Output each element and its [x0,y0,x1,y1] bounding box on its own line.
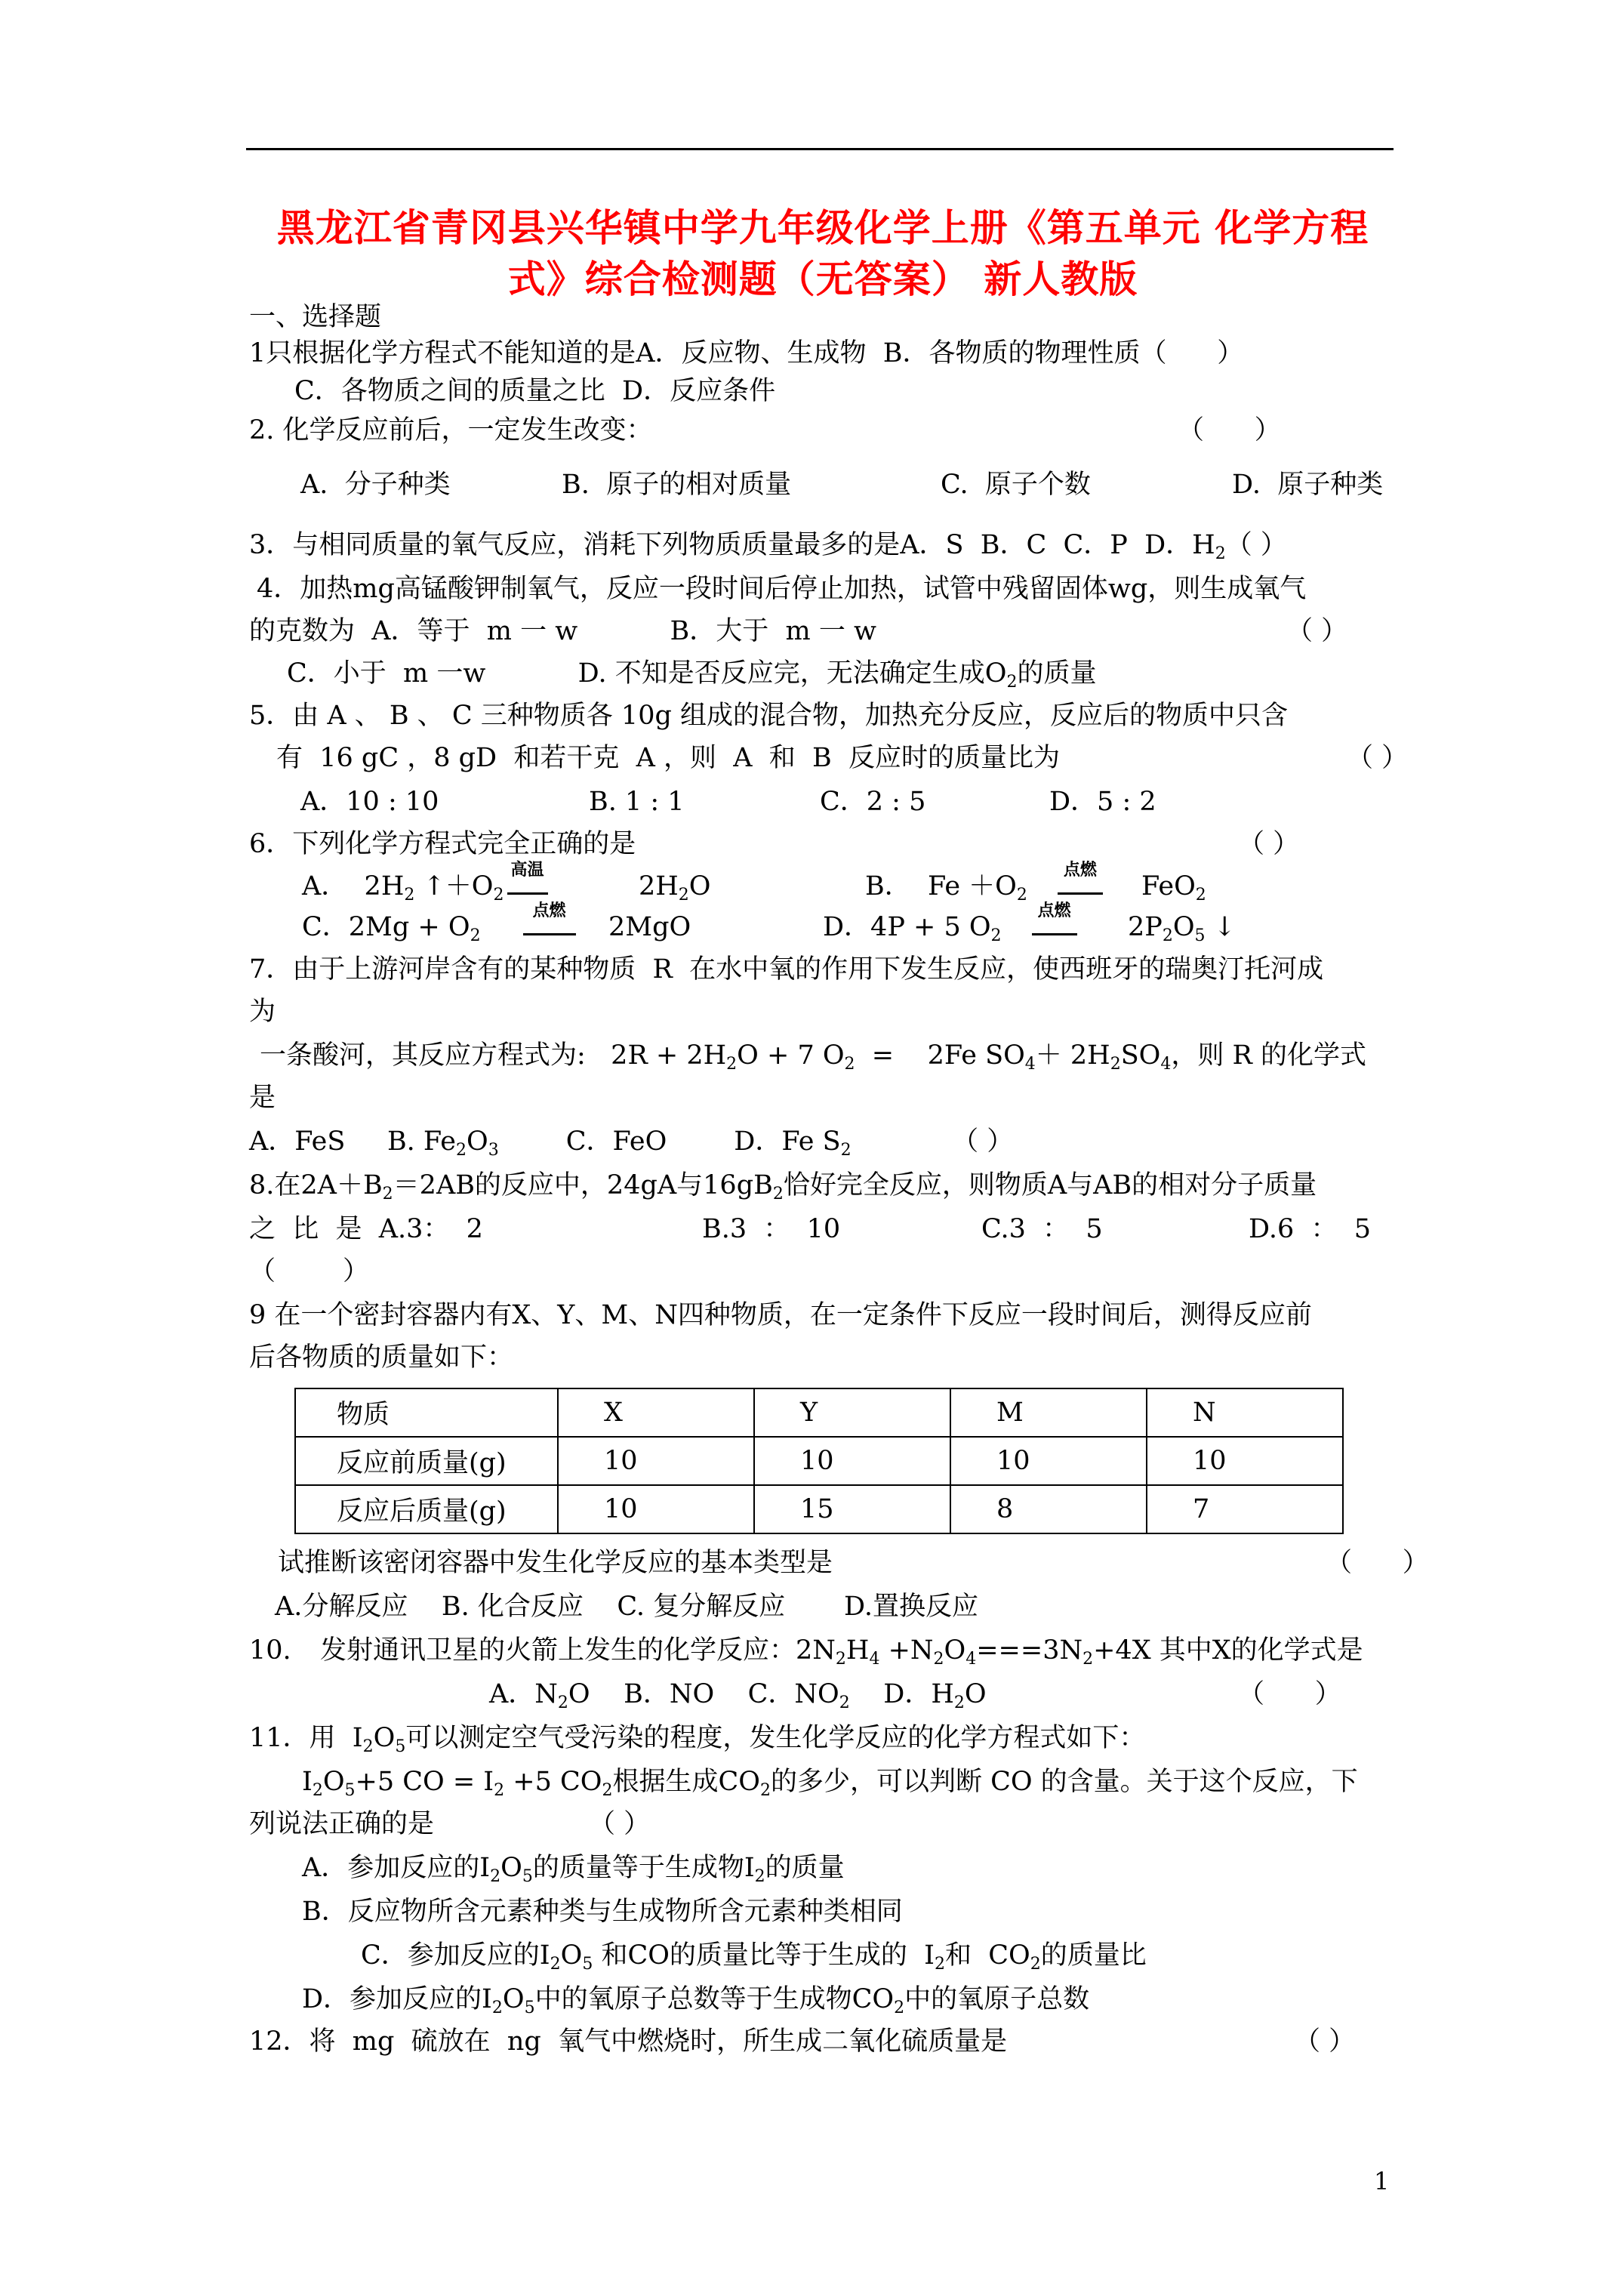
table-row [295,1437,1343,1485]
q11-c-sub3: 2 [935,1955,945,1974]
q6-b-product-text: FeO [1141,871,1196,901]
q10-part: O [944,1635,966,1666]
q3-text: 3．与相同质量的氧气反应，消耗下列物质质量最多的是A．S B．C C．P D．H [249,530,1215,560]
q7-eq-sub3: 4 [1024,1055,1036,1074]
q10-sub2: 2 [933,1650,944,1669]
q11-sub2: 5 [395,1737,406,1756]
q6-d-product [1128,911,1236,944]
q10-part: ===3N [976,1635,1083,1666]
q6-c-arrow [523,901,576,935]
q10-sub0: 2 [835,1650,846,1669]
q7-line-2: 为 [249,997,276,1027]
q1-options: C．各物质之间的质量之比 D．反应条件 [294,376,776,406]
q6-a-product-sub: 2 [678,886,689,905]
q5-option-b: B. 1 : 1 [589,787,685,817]
table-cell: N [1147,1388,1343,1437]
q6-a-arrow [507,860,548,895]
q5-answer-blank: （ ） [1347,743,1409,773]
q11-option-b: B．反应物所含元素种类与生成物所含元素种类相同 [302,1897,903,1927]
q6-d-arrow [1032,901,1077,935]
table-cell: 10 [1147,1437,1343,1485]
q10-answer-blank: （ ） [1238,1679,1341,1709]
q11-eq-b: O [322,1767,345,1797]
q1-stem: 1只根据化学方程式不能知道的是A．反应物、生成物 B．各物质的物理性质（ ） [249,338,1244,368]
table-cell: 7 [1147,1485,1343,1533]
q10-text: 发射通讯卫星的火箭上发生的化学反应：2N [320,1635,836,1666]
q10-opt-sub1: 2 [557,1693,568,1712]
q5-option-c: C．2 : 5 [820,787,926,817]
section-heading: 一、选择题 [249,302,382,332]
q10-options [489,1678,987,1711]
q6-d-condition: 点燃 [1037,901,1071,920]
q8-text-c: 恰好完全反应，则物质A与AB的相对分子质量 [783,1170,1317,1200]
q11-a-4: 的质量 [765,1853,845,1883]
table-cell: Y [754,1388,950,1437]
q7-opt-b: O [467,1126,488,1157]
q7-opt-sub3: 2 [840,1141,852,1160]
q10-part: H [845,1635,870,1666]
q7-opt-a: A．FeS B. Fe [249,1126,457,1157]
q3-sub: 2 [1215,544,1226,563]
q10-part: +4X 其中X的化学式是 [1093,1635,1363,1666]
q11-c-2: O [560,1940,583,1971]
q6-d-sub: 2 [990,926,1002,945]
q11-stem [249,1721,1145,1755]
q4-line-3-text: C．小于 m 一w D. 不知是否反应完，无法确定生成O [287,658,1007,689]
q6-b-product [1141,870,1206,903]
table-cell: X [558,1388,754,1437]
q6-d-product-p: 2P [1128,912,1163,942]
q11-eq-d: +5 CO [504,1767,602,1797]
q11-text-a: 11．用 I [249,1723,363,1753]
q5-line-1: 5．由 A 、 B 、 C 三种物质各 10g 组成的混合物，加热充分反应，反应后的物质中只含 [249,701,1288,731]
q11-d-sub1: 2 [491,1999,503,2017]
q6-b-condition: 点燃 [1063,860,1097,880]
q11-a-2: O [500,1853,522,1883]
q6-a-sub: 2 [404,886,415,905]
q7-opt-sub1: 2 [456,1141,467,1160]
q11-d-sub2: 5 [524,1999,535,2017]
q11-eq-sub1: 2 [312,1781,323,1800]
q8-text-a: 8.在2A＋B [249,1170,383,1200]
table-cell: 10 [754,1437,950,1485]
q5-option-a: A．10 : 10 [300,787,439,817]
table-cell: 10 [558,1437,754,1485]
q9-line-2: 后各物质的质量如下： [249,1342,514,1373]
q10-opt-d2: O [964,1679,987,1709]
q10-sub: 4 [965,1650,977,1669]
q6-option-c [302,901,576,945]
q5-line-2: 有 16 gC ，8 gD 和若干克 A ，则 A 和 B 反应时的质量比为 [276,743,1060,773]
q2-answer-blank: （ ） [1178,415,1281,445]
q10-opt-sub3: 2 [953,1693,965,1712]
q10-opt-sub2: 2 [839,1693,850,1712]
q11-eq-sub4: 2 [602,1781,613,1800]
q7-eq-sub5: 4 [1160,1055,1172,1074]
q8-option-b: B.3 ： 10 [702,1214,841,1244]
q11-a-1: A．参加反应的I [302,1853,491,1883]
table-header-row [295,1388,1343,1437]
q4-answer-blank: （ ） [1286,616,1348,646]
q8-line-2: 之 比 是 A.3： 2 [249,1214,483,1244]
q7-opt-sub2: 3 [488,1141,499,1160]
q11-d-1: D．参加反应的I [302,1984,492,2014]
q9-options: A.分解反应 B. 化合反应 C. 复分解反应 D.置换反应 [275,1592,978,1622]
q11-answer-blank: （ ） [589,1809,651,1839]
q6-c-product: 2MgO [608,912,691,942]
q7-eq-sub1: 2 [726,1055,738,1074]
table-cell: 15 [754,1485,950,1533]
q9-answer-blank: （ ） [1326,1548,1429,1578]
q11-eq-sub2: 5 [344,1781,356,1800]
q7-answer-blank: （ ） [851,1126,1014,1157]
q10-sub: 2 [1083,1650,1094,1669]
q11-sub1: 2 [362,1737,374,1756]
q11-a-3: 的质量等于生成物I [532,1853,755,1883]
q6-option-d [823,901,1077,945]
q2-option-b: B. 原子的相对质量 [562,470,792,500]
q6-d-product-sub: 2 [1162,926,1173,945]
q11-text-c: 可以测定空气受污染的程度，发生化学反应的化学方程式如下： [405,1723,1146,1753]
q11-c-1: C．参加反应的I [361,1940,550,1971]
table-row [295,1485,1343,1533]
q11-d-4: 中的氧原子总数 [904,1984,1090,2014]
q10-sub: 4 [869,1650,880,1669]
q7-eq-sub2: 2 [844,1055,855,1074]
q6-a-sub2: 2 [493,886,504,905]
q7-options [249,1125,1013,1158]
q11-a-sub1: 2 [490,1867,501,1886]
q10-part: +N [879,1635,934,1666]
q2-option-a: A. 分子种类 [300,470,451,500]
q7-eq-c: = 2Fe SO [855,1040,1025,1071]
q11-d-sub3: 2 [894,1999,905,2017]
q6-option-a [302,860,548,905]
q11-c-sub1: 2 [550,1955,561,1974]
q4-line-3-sub: 2 [1006,673,1018,692]
q6-c-sub: 2 [470,926,481,945]
table-cell: 物质 [295,1388,558,1437]
q7-line-4: 是 [249,1083,276,1113]
q7-line-1: 7．由于上游河岸含有的某种物质 R 在水中氧的作用下发生反应，使西班牙的瑞奥汀托河成 [249,954,1324,985]
q6-d-product-sub2: 5 [1194,926,1206,945]
q11-a-sub2: 5 [522,1867,533,1886]
table-cell: 8 [950,1485,1147,1533]
table-cell: 10 [558,1485,754,1533]
q6-b-label: B． Fe ＋O [865,871,1017,901]
q11-option-c [361,1939,1147,1972]
header-rule [246,148,1394,150]
q3-answer-blank: （ ） [1225,530,1287,560]
q11-eq-sub3: 2 [494,1781,505,1800]
q7-eq-a: 一条酸河，其反应方程式为: 2R + 2H [260,1040,727,1071]
q11-line-3: 列说法正确的是 [249,1809,435,1839]
q6-a-condition: 高温 [510,860,544,880]
q6-a-label: A． [302,871,348,901]
q4-line-3-tail: 的质量 [1017,658,1097,689]
q11-eq-f: 的多少，可以判断 CO 的含量。关于这个反应，下 [770,1767,1358,1797]
q2-stem: 2. 化学反应前后，一定发生改变： [249,415,653,445]
q6-d-product-o: O [1172,912,1195,942]
q11-c-sub4: 2 [1030,1955,1041,1974]
q11-c-sub2: 5 [582,1955,593,1974]
q6-a-mid: ↑＋O [414,871,494,901]
q11-c-3: 和CO的质量比等于生成的 I [593,1940,935,1971]
q10-opt-d: D．H [849,1679,954,1709]
q11-eq-a: I [302,1767,313,1797]
q3-stem [249,529,1287,562]
q12-answer-blank: （ ） [1294,2026,1356,2057]
q8-answer-blank: （ ） [249,1256,370,1287]
q6-d-label: D．4P + 5 O [823,912,991,942]
q8-line-1 [249,1169,1317,1202]
q11-d-3: 中的氧原子总数等于生成物CO [534,1984,895,2014]
q4-line-1: 4．加热mg高锰酸钾制氧气，反应一段时间后停止加热，试管中残留固体wg，则生成氧气 [257,574,1307,604]
q8-sub1: 2 [382,1185,393,1203]
mass-table [294,1388,1344,1534]
title-line-1: 黑龙江省青冈县兴华镇中学九年级化学上册《第五单元 化学方程 [276,205,1369,250]
q11-eq-sub5: 2 [759,1781,771,1800]
q11-eq-e: 根据生成CO [612,1767,760,1797]
q11-text-b: O [373,1723,396,1753]
q6-stem: 6．下列化学方程式完全正确的是 [249,829,636,859]
page-number: 1 [1374,2167,1390,2196]
q10-stem [320,1634,1363,1667]
q12-stem: 12．将 mg 硫放在 ng 氧气中燃烧时，所生成二氧化硫质量是 [249,2026,1008,2057]
q11-d-2: O [502,1984,525,2014]
q6-d-down-arrow: ↓ [1213,912,1236,942]
q6-b-arrow [1058,860,1103,895]
q6-a-left: 2H [364,871,405,901]
q6-c-label: C．2Mg + O [302,912,470,942]
q8-sub2: 2 [772,1185,784,1203]
q11-option-a [302,1851,845,1885]
table-cell: 10 [950,1437,1147,1485]
q7-eq-e: SO [1120,1040,1161,1071]
q10-opt-a: A．N [489,1679,558,1709]
q11-eq-c: +5 CO = I [355,1767,494,1797]
q10-number: 10. [249,1635,291,1666]
q4-line-2: 的克数为 A．等于 m 一 w B．大于 m 一 w [249,616,876,646]
q6-a-product-o: O [688,871,711,901]
q8-text-b: ＝2AB的反应中，24gA与16gB [393,1170,773,1200]
q11-equation [302,1765,1358,1798]
q8-option-c: C.3 ： 5 [981,1214,1103,1244]
q11-c-5: 的质量比 [1040,1940,1147,1971]
q7-eq-f: ，则 R 的化学式 [1171,1040,1366,1071]
q11-a-sub3: 2 [754,1867,765,1886]
q10-opt-bc: O B．NO C．NO [568,1679,839,1709]
q11-c-4: 和 CO [945,1940,1030,1971]
q2-option-d: D. 原子种类 [1232,470,1384,500]
q6-answer-blank: （ ） [1238,829,1300,859]
title-line-2: 式》综合检测题（无答案） 新人教版 [507,257,1138,301]
table-cell: 反应前质量(g) [295,1437,558,1485]
q6-b-product-sub: 2 [1195,886,1206,905]
table-cell: 反应后质量(g) [295,1485,558,1533]
q6-a-product-h: 2H [639,871,679,901]
q2-option-c: C. 原子个数 [941,470,1091,500]
table-cell: M [950,1388,1147,1437]
q9-line-1: 9 在一个密封容器内有X、Y、M、N四种物质，在一定条件下反应一段时间后，测得反应前 [249,1300,1312,1330]
q11-option-d [302,1983,1089,2016]
q7-line-3 [260,1039,1366,1072]
q4-line-3 [287,657,1096,690]
q7-eq-b: O + 7 O [737,1040,845,1071]
q7-opt-c: C．FeO D．Fe S [498,1126,841,1157]
q7-eq-d: ＋ 2H [1035,1040,1110,1071]
q9-question: 试推断该密闭容器中发生化学反应的基本类型是 [278,1548,833,1578]
q6-b-sub: 2 [1016,886,1027,905]
q5-option-d: D．5 : 2 [1049,787,1156,817]
q6-c-condition: 点燃 [532,901,566,920]
q7-eq-sub4: 2 [1110,1055,1121,1074]
q6-a-product [639,870,711,903]
q8-option-d: D.6 ： 5 [1249,1214,1371,1244]
